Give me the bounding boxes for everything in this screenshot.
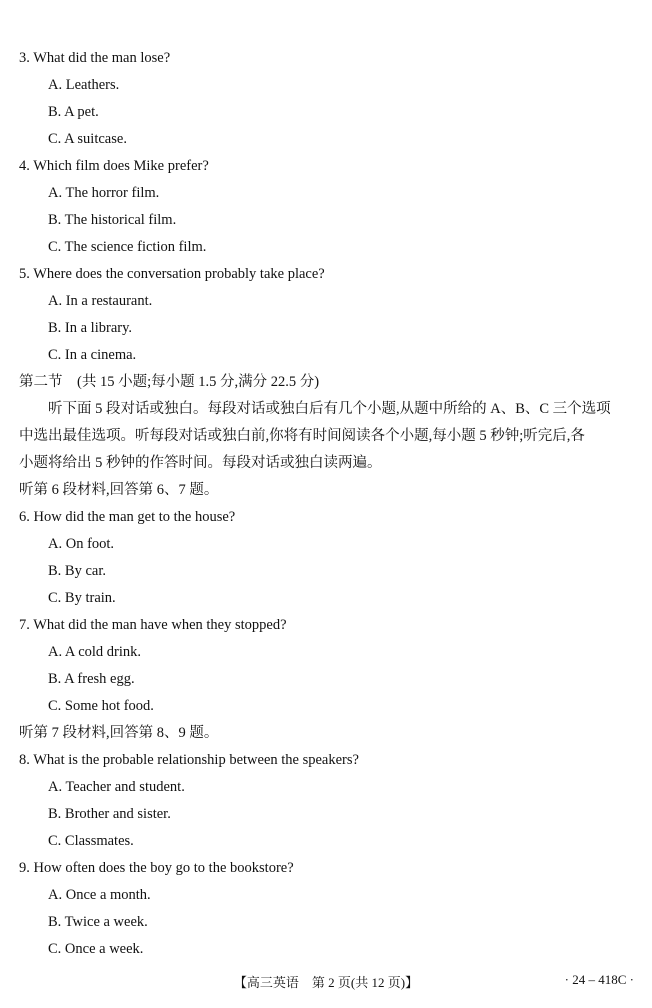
page-number-label: 【高三英语 第 2 页(共 12 页)】	[233, 975, 419, 990]
material-heading: 听第 7 段材料,回答第 8、9 题。	[19, 725, 219, 741]
instruction-line: 听下面 5 段对话或独白。每段对话或独白后有几个小题,从题中所给的 A、B、C 三个选项	[48, 401, 611, 417]
answer-option: B. Twice a week.	[48, 914, 148, 930]
question-stem: 6. How did the man get to the house?	[19, 509, 236, 525]
answer-option: C. Once a week.	[48, 941, 144, 957]
exam-code: · 24 – 418C ·	[564, 972, 634, 987]
question-stem: 7. What did the man have when they stopped?	[19, 617, 287, 633]
answer-option: A. The horror film.	[48, 185, 160, 201]
question-stem: 8. What is the probable relationship between the speakers?	[19, 752, 359, 768]
answer-option: A. Leathers.	[48, 77, 120, 93]
answer-option: B. Brother and sister.	[48, 806, 171, 822]
instruction-line: 小题将给出 5 秒钟的作答时间。每段对话或独白读两遍。	[19, 455, 382, 471]
answer-option: C. Some hot food.	[48, 698, 154, 714]
answer-option: A. A cold drink.	[48, 644, 142, 660]
answer-option: B. A fresh egg.	[48, 671, 135, 687]
question-stem: 5. Where does the conversation probably take place?	[19, 266, 325, 282]
answer-option: A. In a restaurant.	[48, 293, 153, 309]
section-title: 第二节 (共 15 小题;每小题 1.5 分,满分 22.5 分)	[19, 374, 320, 390]
instruction-line: 中选出最佳选项。听每段对话或独白前,你将有时间阅读各个小题,每小题 5 秒钟;听完后,各	[19, 428, 585, 444]
material-heading: 听第 6 段材料,回答第 6、7 题。	[19, 482, 219, 498]
answer-option: C. Classmates.	[48, 833, 134, 849]
answer-option: A. Once a month.	[48, 887, 151, 903]
answer-option: C. In a cinema.	[48, 347, 137, 363]
answer-option: A. Teacher and student.	[48, 779, 185, 795]
answer-option: B. In a library.	[48, 320, 133, 336]
question-stem: 3. What did the man lose?	[19, 50, 171, 66]
answer-option: C. A suitcase.	[48, 131, 127, 147]
answer-option: C. By train.	[48, 590, 116, 606]
page-footer	[0, 972, 652, 992]
answer-option: C. The science fiction film.	[48, 239, 207, 255]
answer-option: A. On foot.	[48, 536, 115, 552]
question-stem: 4. Which film does Mike prefer?	[19, 158, 209, 174]
answer-option: B. By car.	[48, 563, 106, 579]
question-stem: 9. How often does the boy go to the bookstore?	[19, 860, 294, 876]
answer-option: B. The historical film.	[48, 212, 177, 228]
answer-option: B. A pet.	[48, 104, 99, 120]
